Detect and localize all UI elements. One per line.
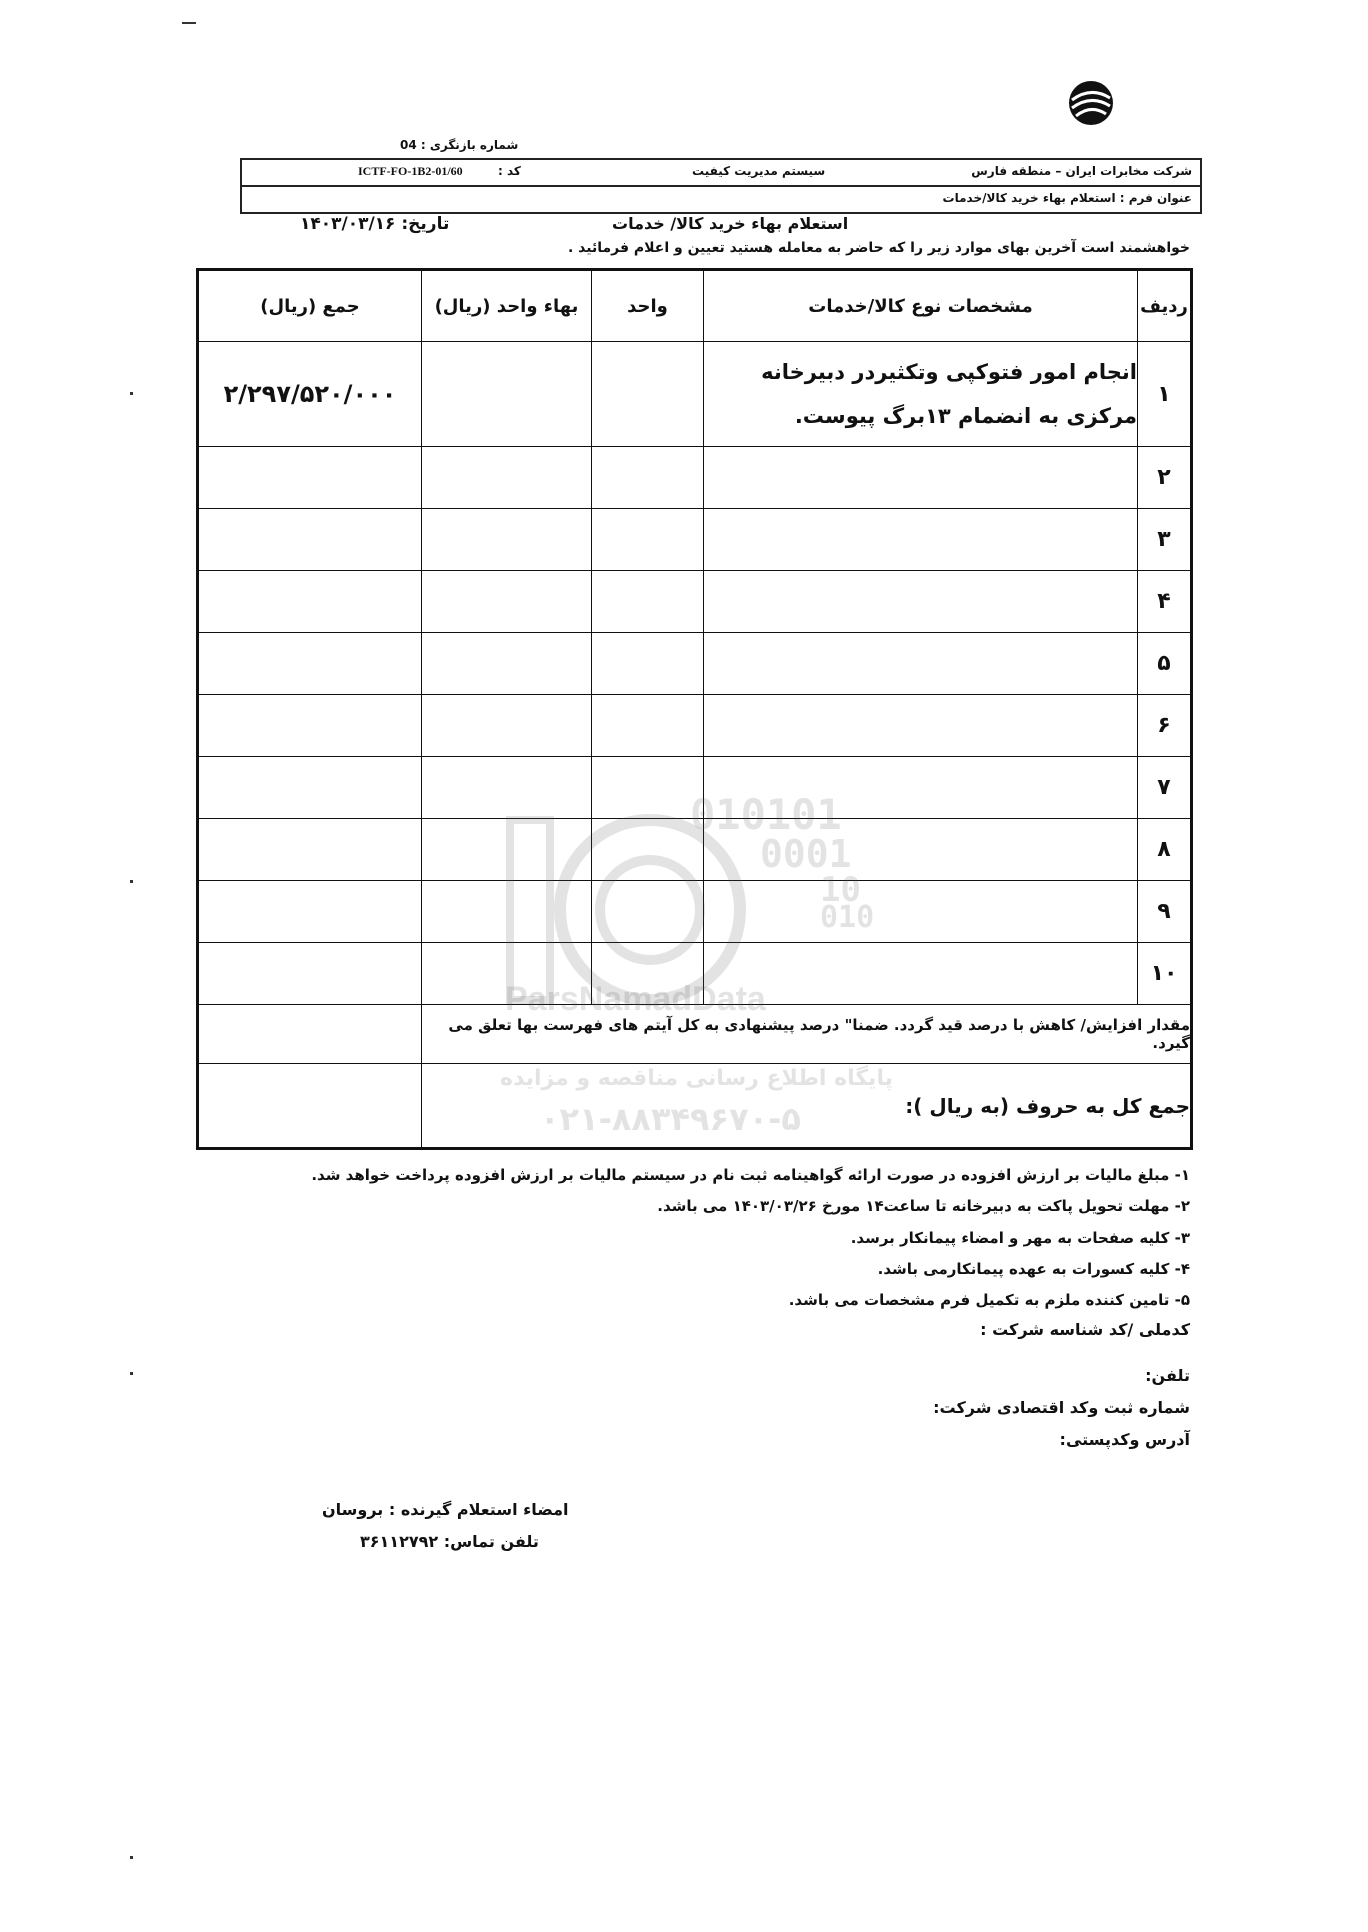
phone-label: تلفن: [1145, 1366, 1190, 1385]
company-name: شرکت مخابرات ایران – منطقه فارس [971, 164, 1192, 178]
watermark-phone: ۰۲۱-۸۸۳۴۹۶۷۰-۵ [540, 1100, 801, 1138]
margin-dot [130, 1856, 133, 1859]
margin-dot [130, 880, 133, 883]
watermark-brand: ParsNamadData [505, 980, 766, 1018]
row-number: ۱ [1138, 342, 1192, 447]
signature-phone: تلفن تماس: ۳۶۱۱۲۷۹۲ [360, 1532, 539, 1551]
watermark-binary-2: 0001 [760, 832, 852, 876]
row-number: ۷ [1138, 757, 1192, 819]
item-description: انجام امور فتوکپی وتکثیردر دبیرخانه مرکزی به انضمام ۱۳برگ پیوست. [704, 342, 1138, 447]
total-in-words-label: جمع کل به حروف (به ریال ): [422, 1064, 1192, 1149]
total-amount: ۲/۲۹۷/۵۲۰/۰۰۰ [198, 342, 422, 447]
code-label: کد : [498, 164, 521, 178]
note-3: ۳- کلیه صفحات به مهر و امضاء پیمانکار برسد. [850, 1229, 1190, 1247]
note-5: ۵- تامین کننده ملزم به تکمیل فرم مشخصات می باشد. [788, 1291, 1190, 1309]
row-number: ۳ [1138, 509, 1192, 571]
table-row [198, 509, 1192, 571]
revision-label: شماره بازنگری : 04 [400, 138, 519, 152]
document-title: استعلام بهاء خرید کالا/ خدمات [612, 214, 849, 233]
table-header-row [198, 270, 1192, 342]
row-number: ۹ [1138, 881, 1192, 943]
intro-text: خواهشمند است آخرین بهای موارد زیر را که حاضر به معامله هستید تعیین و اعلام فرمائید . [567, 240, 1190, 256]
watermark-binary-3: 10 [820, 870, 861, 910]
col-header-desc: مشخصات نوع کالا/خدمات [704, 270, 1138, 342]
unit-price-cell [422, 342, 592, 447]
table-row [198, 342, 1192, 447]
table-row [198, 695, 1192, 757]
margin-dot [130, 392, 133, 395]
col-header-total: جمع (ریال) [198, 270, 422, 342]
form-title: عنوان فرم : استعلام بهاء خرید کالا/خدمات [942, 191, 1192, 205]
date: تاریخ: ۱۴۰۳/۰۳/۱۶ [300, 214, 450, 234]
quality-system: سیستم مدیریت کیفیت [692, 164, 826, 178]
table-row [198, 633, 1192, 695]
watermark-binary-1: 010101 [690, 790, 842, 839]
row-number: ۱۰ [1138, 943, 1192, 1005]
watermark-tagline: پایگاه اطلاع رسانی مناقصه و مزایده [500, 1066, 893, 1091]
note-4: ۴- کلیه کسورات به عهده پیمانکارمی باشد. [877, 1260, 1190, 1278]
col-header-row: ردیف [1138, 270, 1192, 342]
percent-note: مقدار افزایش/ کاهش با درصد قید گردد. ضمنا" درصد پیشنهادی به کل آیتم های فهرست بها تعلق می گیرد. [422, 1005, 1192, 1064]
scan-mark [182, 22, 196, 24]
form-header [240, 158, 1202, 214]
row-number: ۲ [1138, 447, 1192, 509]
unit-cell [592, 342, 704, 447]
col-header-unit: واحد [592, 270, 704, 342]
national-id-label: کدملی /کد شناسه شرکت : [980, 1320, 1190, 1339]
row-number: ۸ [1138, 819, 1192, 881]
watermark-binary-4: 010 [820, 900, 875, 935]
address-label: آدرس وکدپستی: [1059, 1430, 1190, 1449]
note-2: ۲- مهلت تحویل پاکت به دبیرخانه تا ساعت۱۴ مورخ ۱۴۰۳/۰۳/۲۶ می باشد. [657, 1197, 1190, 1215]
table-row [198, 447, 1192, 509]
note-1: ۱- مبلغ مالیات بر ارزش افزوده در صورت ارائه گواهینامه ثبت نام در سیستم مالیات بر ارزش افزوده پرداخت خواهد شد. [311, 1166, 1190, 1184]
form-code: ICTF-FO-1B2-01/60 [358, 164, 463, 178]
row-number: ۵ [1138, 633, 1192, 695]
margin-dot [130, 1372, 133, 1375]
row-number: ۶ [1138, 695, 1192, 757]
company-logo [1066, 78, 1116, 128]
registration-label: شماره ثبت وکد اقتصادی شرکت: [933, 1398, 1190, 1417]
col-header-unit-price: بهاء واحد (ریال) [422, 270, 592, 342]
row-number: ۴ [1138, 571, 1192, 633]
signature-receiver: امضاء استعلام گیرنده : بروسان [322, 1500, 569, 1519]
table-row [198, 571, 1192, 633]
